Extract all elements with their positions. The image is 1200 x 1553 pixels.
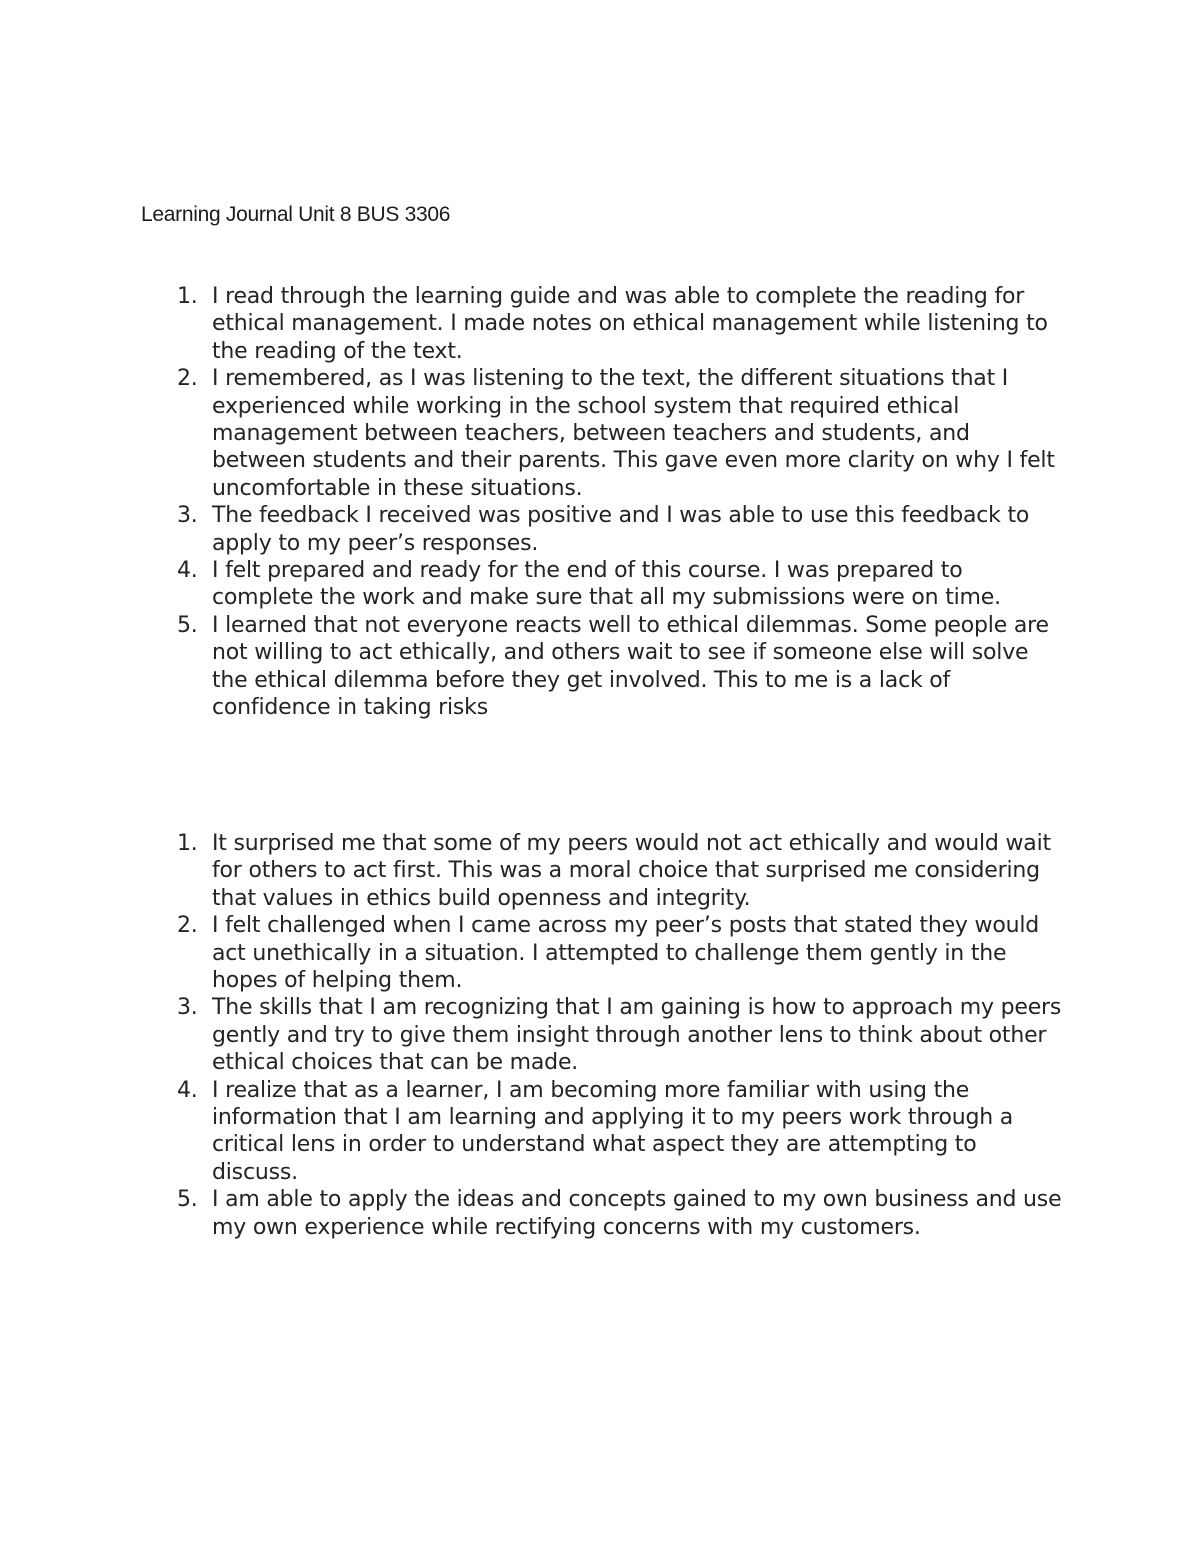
list-item-text: I am able to apply the ideas and concepts gained to my own business and use my own experience while rectifying concerns with my customers. — [212, 1187, 1062, 1240]
document-title: Learning Journal Unit 8 BUS 3306 — [141, 203, 451, 226]
list-item — [173, 557, 1063, 612]
list-item-number: 4. — [177, 558, 198, 584]
list-item — [173, 612, 1063, 722]
list-item — [173, 912, 1063, 994]
list-item-text: I read through the learning guide and was able to complete the reading for ethical management. I made notes on ethical management while listening to the reading of the text. — [212, 284, 1048, 364]
list-item-number: 1. — [177, 831, 198, 856]
list-item — [173, 1186, 1063, 1241]
list-item — [173, 365, 1063, 502]
list-item — [173, 1077, 1063, 1187]
list-item-text: I felt prepared and ready for the end of this course. I was prepared to complete the work and make sure that all my submissions were on time. — [212, 558, 1001, 611]
list-item-number: 5. — [177, 1187, 198, 1213]
list-item-text: It surprised me that some of my peers would not act ethically and would wait for others to act first. This was a moral choice that surprised me considering that values in ethics build openness and integrity. — [212, 831, 1051, 911]
list-item — [173, 283, 1063, 365]
list-item-number: 4. — [177, 1077, 198, 1103]
list-item-text: The skills that I am recognizing that I am gaining is how to approach my peers gently and try to give them insight through another lens to think about other ethical choices that can be made. — [212, 995, 1062, 1076]
list-item — [173, 502, 1063, 557]
list-item-text: The feedback I received was positive and I was able to use this feedback to apply to my peer’s responses. — [212, 503, 1030, 556]
list-item-text: I remembered, as I was listening to the text, the different situations that I experienced while working in the school system that required ethical management between teachers, between teachers and students, and between students and their parents. This gave even more clarity on why I felt uncomfortable in these situations. — [212, 366, 1055, 501]
list-item — [173, 830, 1063, 912]
list-item-number: 2. — [177, 913, 198, 939]
list-item-number: 3. — [177, 995, 198, 1021]
list-item-number: 5. — [177, 612, 198, 638]
numbered-list-second — [173, 830, 1063, 1241]
list-item-text: I learned that not everyone reacts well to ethical dilemmas. Some people are not willing to act ethically, and others wait to see if someone else will solve the ethical dilemma before they get involved. This to me is a lack of confidence in taking risks — [212, 612, 1049, 721]
list-item-number: 1. — [177, 284, 198, 309]
list-item-text: I felt challenged when I came across my peer’s posts that stated they would act unethically in a situation. I attempted to challenge them gently in the hopes of helping them. — [212, 913, 1040, 994]
numbered-list-first — [173, 283, 1063, 722]
list-item-number: 2. — [177, 366, 198, 392]
list-item-text: I realize that as a learner, I am becoming more familiar with using the information that I am learning and applying it to my peers work through a critical lens in order to understand what aspect they are attempting to discuss. — [212, 1077, 1014, 1185]
list-item — [173, 994, 1063, 1076]
list-item-number: 3. — [177, 503, 198, 529]
